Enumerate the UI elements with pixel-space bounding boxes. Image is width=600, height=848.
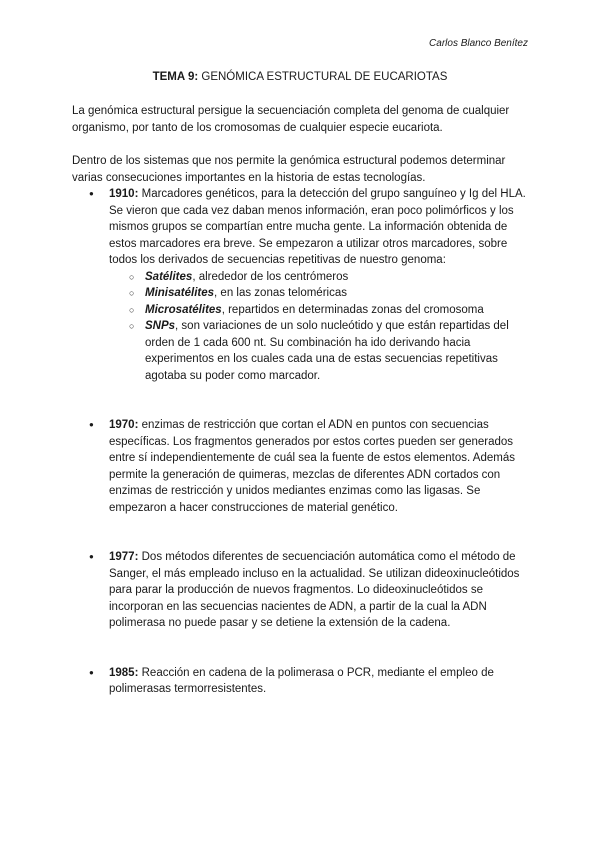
timeline-item-1910 — [72, 186, 532, 384]
sub-term: Minisatélites — [145, 287, 215, 299]
sub-term: Satélites — [145, 270, 193, 283]
sublist-item-minisatelites — [109, 285, 532, 302]
item-text: enzimas de restricción que cortan el ADN en puntos con secuencias específicas. Los fragmentos generados por estos cortes pueden ser generados entre sí independientemente de cuál sea la fuente de estos elementos. Además permite la generación de quimeras, mezclas de diferentes ADN cortados con enzimas de restricción y unidos mediantes enzimas como las ligasas. Se empezaron a hacer construcciones de material genético. — [109, 419, 515, 514]
intro-paragraph-2: Dentro de los sistemas que nos permite la genómica estructural podemos determinar varias consecuciones importantes en la historia de estas tecnologías. — [72, 155, 506, 184]
timeline-item-1977 — [72, 549, 532, 632]
sub-term: Microsatélites — [145, 303, 222, 316]
timeline-item-1985 — [72, 665, 532, 698]
timeline-item-1970 — [72, 417, 532, 516]
title-text: GENÓMICA ESTRUCTURAL DE EUCARIOTAS — [198, 71, 448, 83]
title-prefix: TEMA 9: — [152, 71, 199, 83]
intro-paragraph-1: La genómica estructural persigue la secuenciación completa del genoma de cualquier organismo, por tanto de los cromosomas de cualquier especie eucariota. — [72, 105, 510, 134]
sublist-item-microsatelites — [109, 302, 532, 319]
sublist-item-satelites — [109, 269, 532, 286]
sub-term: SNPs — [145, 320, 176, 332]
marker-sublist — [109, 269, 532, 385]
item-year: 1977: — [109, 551, 139, 563]
sub-text: , alrededor de los centrómeros — [192, 270, 349, 283]
item-text: Reacción en cadena de la polimerasa o PCR, mediante el empleo de polimerasas termorresistentes. — [109, 666, 494, 695]
sub-text: , repartidos en determinadas zonas del cromosoma — [221, 303, 484, 316]
document-title — [0, 71, 600, 83]
item-text: Marcadores genéticos, para la detección del grupo sanguíneo y Ig del HLA. Se vieron que cada vez daban menos información, eran poco polimórficos y los mismos grupos se compartían entre mucha gente. La información obtenida de estos marcadores era breve. Se empezaron a utilizar otros marcadores, sobre todos los derivados de secuencias repetitivas de nuestro genoma: — [109, 188, 526, 266]
item-year: 1910: — [109, 188, 139, 200]
item-text: Dos métodos diferentes de secuenciación automática como el método de Sanger, el más empleado incluso en la actualidad. Se utilizan dideoxinucleótidos para parar la producción de nuevos fragmentos. Lo dideoxinucleótidos se incorporan en las secuencias nacientes de ADN, a partir de la cual la ADN polimerasa no puede pasar y se detiene la extensión de la cadena. — [109, 551, 520, 629]
sub-text: , en las zonas teloméricas — [214, 287, 347, 299]
timeline-list — [72, 186, 532, 698]
author-header: Carlos Blanco Benítez — [429, 38, 528, 49]
sub-text: , son variaciones de un solo nucleótido y que están repartidas del orden de 1 cada 600 nt. Su combinación ha ido derivando hacia experimentos en los cuales cada una de estas secuencias repetitivas agotaba su poder como marcador. — [145, 320, 509, 382]
item-year: 1985: — [109, 666, 139, 679]
item-year: 1970: — [109, 419, 139, 431]
sublist-item-snps — [109, 318, 532, 384]
